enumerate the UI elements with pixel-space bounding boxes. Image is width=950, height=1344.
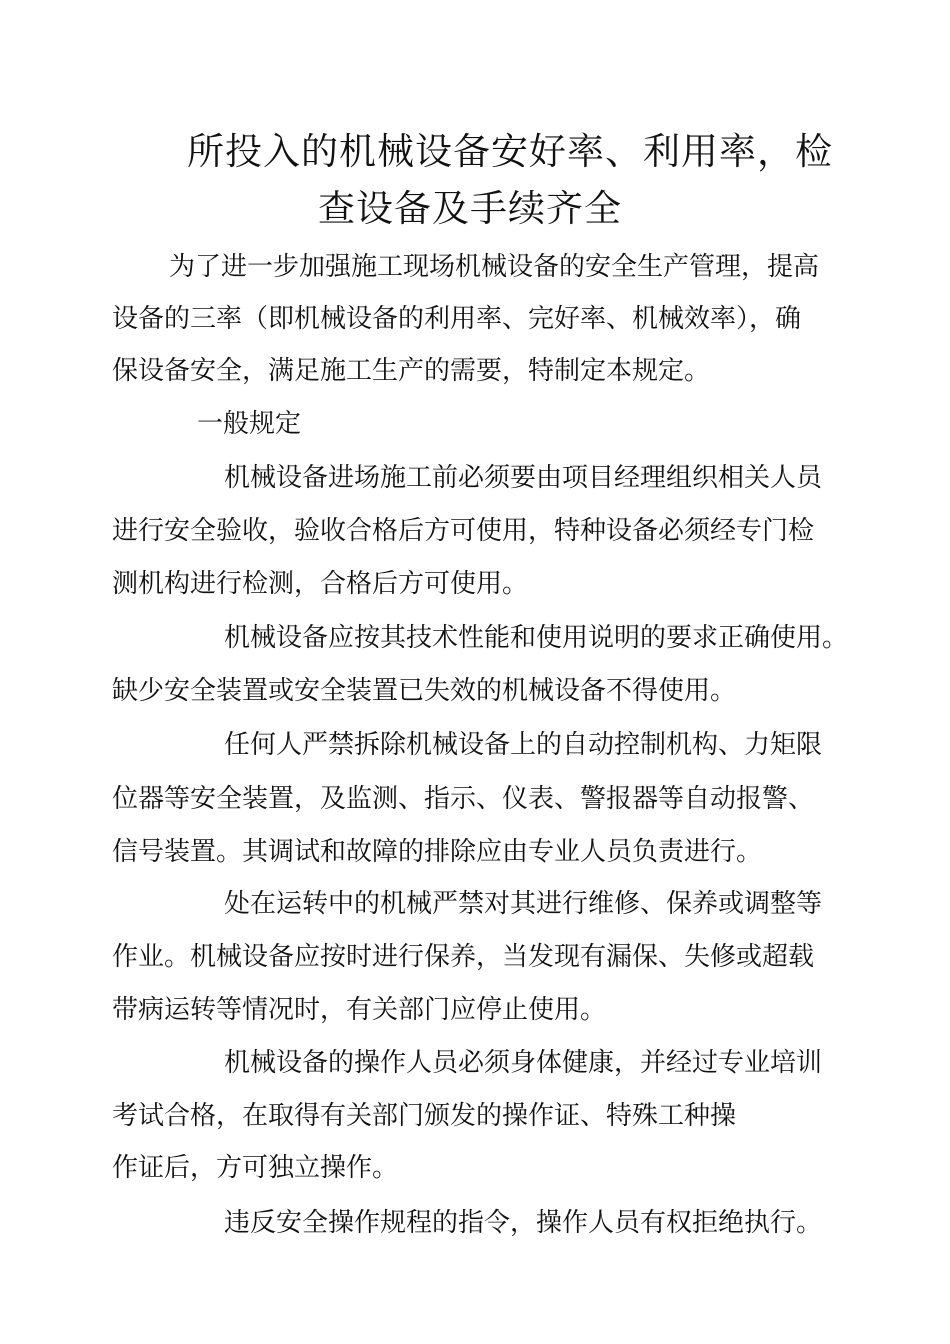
paragraph-6-line-1: 违反安全操作规程的指令，操作人员有权拒绝执行。 (224, 1208, 823, 1238)
intro-line-2: 设备的三率（即机械设备的利用率、完好率、机械效率），确 (112, 304, 802, 334)
section-heading: 一般规定 (197, 409, 302, 439)
paragraph-1-line-1: 机械设备进场施工前必须要由项目经理组织相关人员 (224, 463, 823, 493)
intro-line-3: 保设备安全，满足施工生产的需要，特制定本规定。 (112, 356, 711, 386)
paragraph-1-line-2: 进行安全验收，验收合格后方可使用，特种设备必须经专门检 (112, 516, 815, 546)
paragraph-1-line-3: 测机构进行检测，合格后方可使用。 (112, 569, 529, 599)
paragraph-4-line-2: 作业。机械设备应按时进行保养，当发现有漏保、失修或超载 (112, 942, 815, 972)
paragraph-5-line-1: 机械设备的操作人员必须身体健康，并经过专业培训 (224, 1048, 823, 1078)
paragraph-2-line-1: 机械设备应按其技术性能和使用说明的要求正确使用。 (224, 623, 849, 653)
paragraph-5-line-2: 考试合格，在取得有关部门颁发的操作证、特殊工种操 (112, 1101, 737, 1131)
paragraph-3-line-1: 任何人严禁拆除机械设备上的自动控制机构、力矩限 (224, 730, 823, 760)
paragraph-2-line-2: 缺少安全装置或安全装置已失效的机械设备不得使用。 (112, 676, 737, 706)
paragraph-4-line-3: 带病运转等情况时，有关部门应停止使用。 (112, 995, 607, 1025)
title-line-1: 所投入的机械设备安好率、利用率，检 (187, 130, 833, 173)
intro-line-1: 为了进一步加强施工现场机械设备的安全生产管理，提高 (169, 252, 820, 282)
paragraph-5-line-3: 作证后，方可独立操作。 (112, 1153, 399, 1183)
paragraph-3-line-2: 位器等安全装置，及监测、指示、仪表、警报器等自动报警、 (112, 784, 815, 814)
title-line-2: 查设备及手续齐全 (318, 187, 622, 230)
paragraph-4-line-1: 处在运转中的机械严禁对其进行维修、保养或调整等 (224, 889, 823, 919)
paragraph-3-line-3: 信号装置。其调试和故障的排除应由专业人员负责进行。 (112, 837, 763, 867)
